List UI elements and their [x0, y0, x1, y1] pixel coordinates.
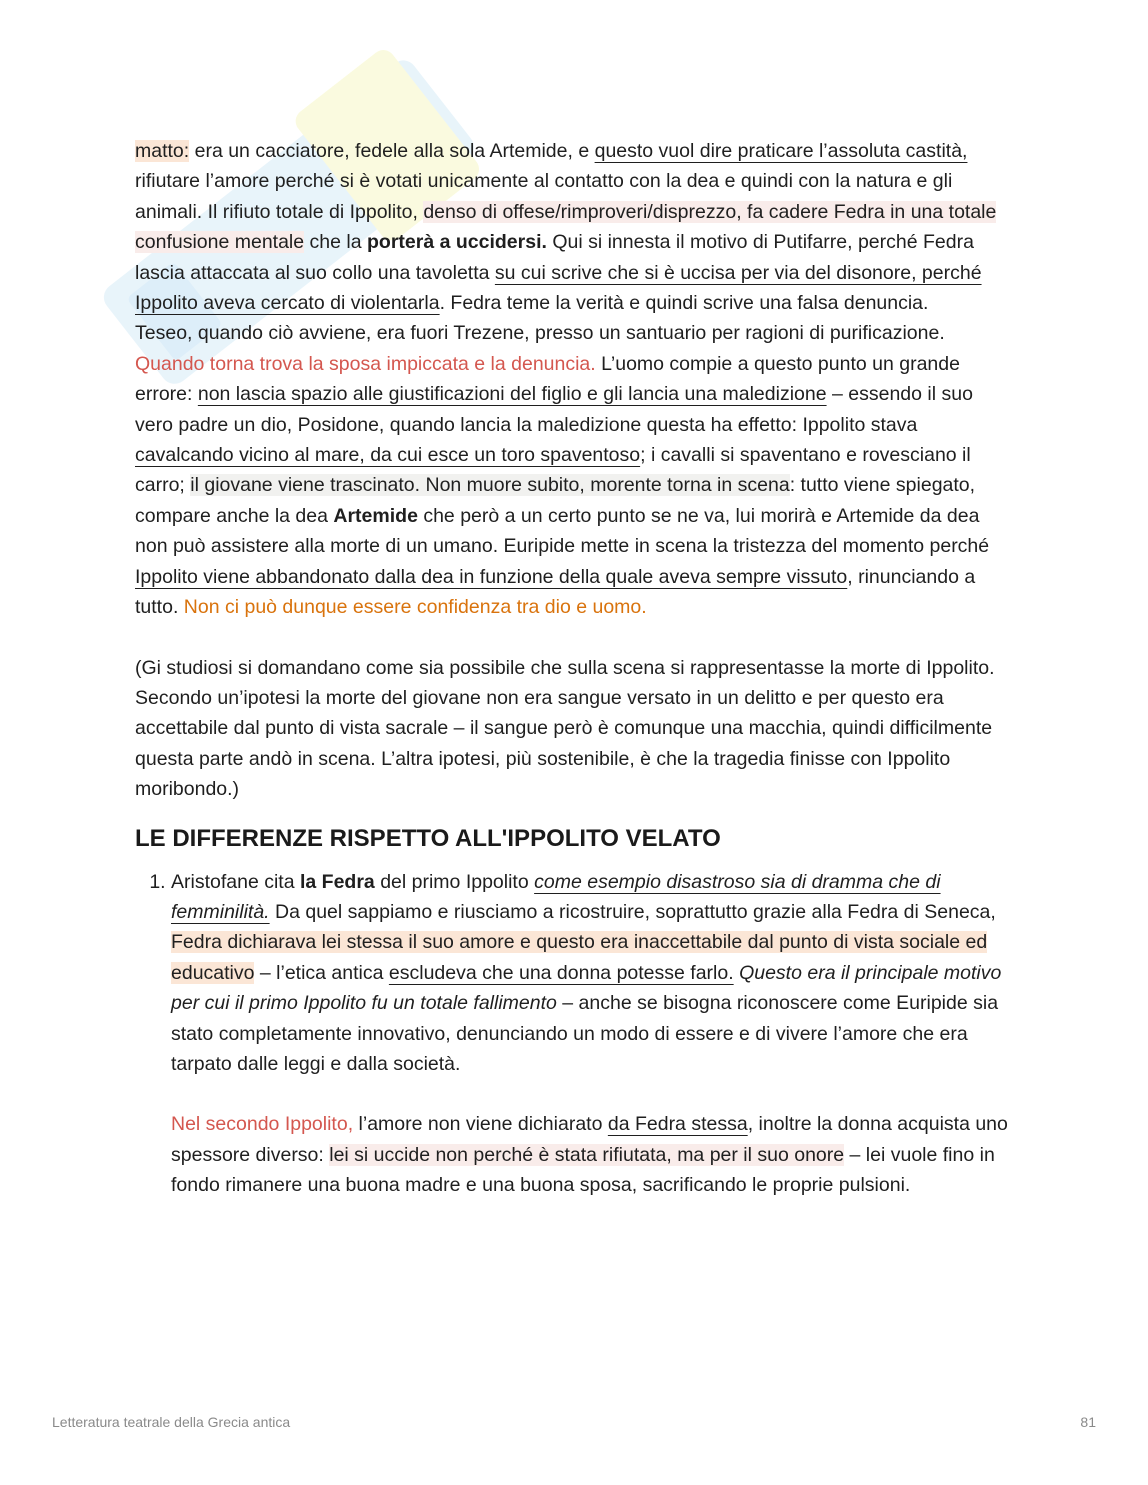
page-number: 81: [1080, 1414, 1096, 1430]
page-content: [135, 136, 1015, 1201]
numbered-list: [135, 867, 1015, 1201]
paragraph-1: matto: era un cacciatore, fedele alla sola Artemide, e questo vuol dire praticare l’assoluta castità, rifiutare l’amore perché si è votati unicamente al contatto con la dea e quindi con la natura e gli animali. Il rifiuto totale di Ippolito, denso di offese/rimproveri/disprezzo, fa cadere Fedra in una totale confusione mentale che la porterà a uccidersi. Qui si innesta il motivo di Putifarre, perché Fedra lascia attaccata al suo collo una tavoletta su cui scrive che si è uccisa per via del disonore, perché Ippolito aveva cercato di violentarla. Fedra teme la verità e quindi scrive una falsa denuncia.: [135, 140, 997, 315]
paragraph-3: Quando torna trova la sposa impiccata e la denuncia. L’uomo compie a questo punto un grande errore: non lascia spazio alle giustificazioni del figlio e gli lancia una maledizione – essendo il suo vero padre un dio, Posidone, quando lancia la maledizione questa ha effetto: Ippolito stava cavalcando vicino al mare, da cui esce un toro spaventoso; i cavalli si spaventano e rovesciano il carro; il giovane viene trascinato. Non muore subito, morente torna in scena: tutto viene spiegato, compare anche la dea Artemide che però a un certo punto se ne va, lui morirà e Artemide da dea non può assistere alla morte di un umano. Euripide mette in scena la tristezza del momento perché Ippolito viene abbandonato dalla dea in funzione della quale aveva sempre vissuto, rinunciando a tutto. Non ci può dunque essere confidenza tra dio e uomo.: [135, 352, 990, 619]
paragraph-2: Teseo, quando ciò avviene, era fuori Trezene, presso un santuario per ragioni di purificazione.: [135, 322, 945, 345]
section-heading: LE DIFFERENZE RISPETTO ALL'IPPOLITO VELATO: [135, 824, 721, 852]
footer-title: Letteratura teatrale della Grecia antica: [52, 1414, 291, 1430]
list-item: 1. Aristofane cita la Fedra del primo Ippolito come esempio disastroso sia di dramma che di femminilità. Da quel sappiamo e riusciamo a ricostruire, soprattutto grazie alla Fedra di Seneca, Fedra dichiarava lei stessa il suo amore e questo era inaccettabile dal punto di vista sociale ed educativo – l’etica antica escludeva che una donna potesse farlo. Questo era il principale motivo per cui il primo Ippolito fu un totale fallimento – anche se bisogna riconoscere come Euripide sia stato completamente innovativo, denunciando un modo di essere e di vivere l’amore che era tarpato dalle leggi e dalla società. Nel secondo Ippolito, l’amore non viene dichiarato da Fedra stessa, inoltre la donna acquista uno spessore diverso: lei si uccide non perché è stata rifiutata, ma per il suo onore – lei vuole fino in fondo rimanere una buona madre e una buona sposa, sacrificando le proprie pulsioni.: [171, 867, 1015, 1201]
paragraph-4: (Gi studiosi si domandano come sia possibile che sulla scena si rappresentasse la morte di Ippolito. Secondo un’ipotesi la morte del giovane non era sangue versato in un delitto e per questo era accettabile dal punto di vista sacrale – il sangue però è comunque una macchia, quindi difficilmente questa parte andò in scena. L’altra ipotesi, più sostenibile, è che la tragedia finisse con Ippolito moribondo.): [135, 656, 995, 801]
